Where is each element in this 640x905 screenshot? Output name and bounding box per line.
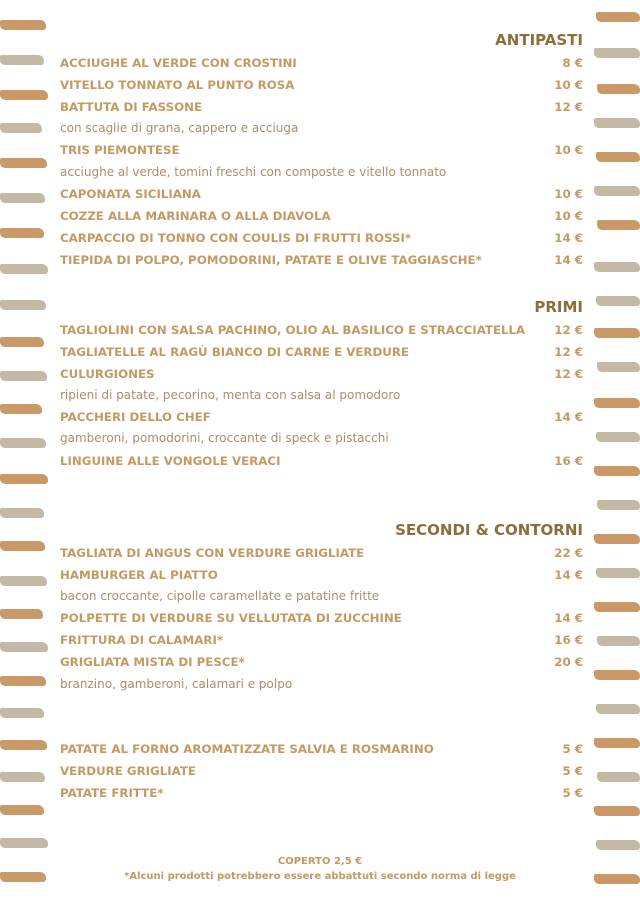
item-price: 12 € [554,345,583,359]
left-stripe-border [0,0,50,905]
item-description: acciughe al verde, tomini freschi con composte e vitello tonnato [60,165,447,179]
item-name: TIEPIDA DI POLPO, POMODORINI, PATATE E OLIVE TAGGIASCHE* [60,253,482,267]
item-price: 5 € [562,742,583,756]
antipasti-heading: ANTIPASTI [495,31,583,49]
item-name: POLPETTE DI VERDURE SU VELLUTATA DI ZUCCHINE [60,611,402,625]
menu-item [60,345,583,363]
item-description: bacon croccante, cipolle caramellate e patatine fritte [60,589,380,603]
secondi-heading: SECONDI & CONTORNI [395,521,583,539]
menu-item [60,546,583,564]
legal-note: *Alcuni prodotti potrebbero essere abbattuti secondo norma di legge [124,871,516,882]
item-price: 14 € [554,410,583,424]
item-name: CARPACCIO DI TONNO CON COULIS DI FRUTTI ROSSI* [60,231,412,245]
menu-item [60,187,583,205]
menu-item [60,742,583,760]
item-price: 16 € [554,633,583,647]
item-name: PATATE FRITTE* [60,786,164,800]
item-name: VERDURE GRIGLIATE [60,764,196,778]
menu-item [60,253,583,271]
item-price: 22 € [554,546,583,560]
item-price: 20 € [554,655,583,669]
menu-item [60,78,583,96]
menu-item [60,764,583,782]
menu-item [60,231,583,249]
menu-item [60,568,583,586]
menu-item [60,323,583,341]
menu-item [60,633,583,651]
item-price: 14 € [554,231,583,245]
item-description: con scaglie di grana, cappero e acciuga [60,121,299,135]
item-name: FRITTURA DI CALAMARI* [60,633,224,647]
menu-item [60,143,583,161]
item-name: CAPONATA SICILIANA [60,187,201,201]
menu-item [60,655,583,673]
item-price: 12 € [554,100,583,114]
item-name: PACCHERI DELLO CHEF [60,410,211,424]
item-name: TRIS PIEMONTESE [60,143,180,157]
item-price: 14 € [554,611,583,625]
item-name: PATATE AL FORNO AROMATIZZATE SALVIA E ROSMARINO [60,742,434,756]
menu-item [60,410,583,428]
menu-item [60,209,583,227]
right-stripe-border [594,0,640,905]
item-price: 16 € [554,454,583,468]
menu-item [60,611,583,629]
menu-item [60,786,583,804]
item-name: LINGUINE ALLE VONGOLE VERACI [60,454,281,468]
item-name: GRIGLIATA MISTA DI PESCE* [60,655,245,669]
item-name: TAGLIATELLE AL RAGÙ BIANCO DI CARNE E VERDURE [60,345,410,359]
item-description: branzino, gamberoni, calamari e polpo [60,677,293,691]
item-description: gamberoni, pomodorini, croccante di speck e pistacchi [60,431,389,445]
item-price: 14 € [554,253,583,267]
item-price: 5 € [562,786,583,800]
item-name: VITELLO TONNATO AL PUNTO ROSA [60,78,295,92]
item-name: COZZE ALLA MARINARA O ALLA DIAVOLA [60,209,331,223]
item-name: CULURGIONES [60,367,155,381]
item-name: ACCIUGHE AL VERDE CON CROSTINI [60,56,297,70]
item-price: 12 € [554,367,583,381]
item-price: 10 € [554,143,583,157]
item-name: HAMBURGER AL PIATTO [60,568,218,582]
item-description: ripieni di patate, pecorino, menta con salsa al pomodoro [60,388,401,402]
item-price: 10 € [554,209,583,223]
item-price: 10 € [554,78,583,92]
item-name: TAGLIATA DI ANGUS CON VERDURE GRIGLIATE [60,546,365,560]
item-price: 12 € [554,323,583,337]
item-price: 5 € [562,764,583,778]
item-price: 10 € [554,187,583,201]
primi-heading: PRIMI [534,298,583,316]
item-price: 14 € [554,568,583,582]
coperto-note: COPERTO 2,5 € [277,856,363,867]
item-name: BATTUTA DI FASSONE [60,100,203,114]
menu-item [60,100,583,118]
item-price: 8 € [562,56,583,70]
menu-item [60,56,583,74]
menu-item [60,454,583,472]
menu-item [60,367,583,385]
item-name: TAGLIOLINI CON SALSA PACHINO, OLIO AL BASILICO E STRACCIATELLA [60,323,526,337]
